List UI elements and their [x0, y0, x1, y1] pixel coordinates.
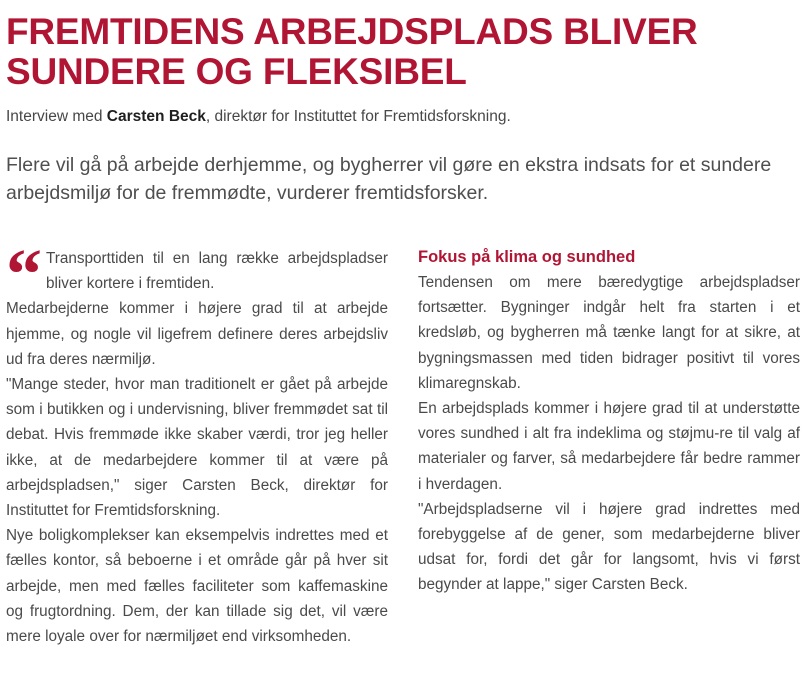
- paragraph: Tendensen om mere bæredygtige arbejdspladser fortsætter. Bygninger indgår helt fra starten i et kredsløb, og bygherren må tænke langt for at sikre, at bygningsmassen med tiden bidrager positivt til vores klimaregnskab.: [418, 274, 800, 392]
- right-column: [418, 246, 800, 649]
- page-title: FREMTIDENS ARBEJDSPLADS BLIVER SUNDERE OG FLEKSIBEL: [6, 11, 698, 92]
- pull-quote-paragraph: [6, 234, 388, 314]
- quote-mark-icon: “: [6, 234, 38, 314]
- byline-person-name: Carsten Beck: [106, 108, 206, 125]
- left-column: [6, 234, 388, 649]
- article-standfirst: Flere vil gå på arbejde derhjemme, og bygherrer vil gøre en ekstra indsats for et sundere arbejdsmiljø for de fremmødte, vurderer fremtidsforsker.: [6, 154, 772, 204]
- paragraph: En arbejdsplads kommer i højere grad til at understøtte vores sundhed i alt fra indeklima og støjmu-re til valg af materialer og farver, så medarbejdere får bedre rammer i hverdagen.: [418, 400, 800, 493]
- byline-prefix: Interview med: [6, 108, 107, 125]
- paragraph: "Mange steder, hvor man traditionelt er gået på arbejde som i butikken og i undervisning, bliver fremmødet sat til debat. Hvis fremmøde ikke skaber værdi, tror jeg heller ikke, at de medarbejdere kommer til at være på arbejdspladsen," siger Carsten Beck, direktør for Instituttet for Fremtidsforskning.: [6, 376, 388, 520]
- article-body-columns: [0, 234, 810, 649]
- pull-quote-text: Transporttiden til en lang række arbejdspladser bliver kortere i fremtiden.: [46, 250, 388, 293]
- byline-suffix: , direktør for Instituttet for Fremtidsforskning.: [205, 108, 511, 125]
- paragraph: Nye boligkomplekser kan eksempelvis indrettes med et fælles kontor, så beboerne i et område går på hver sit arbejde, men med fælles faciliteter som kaffemaskine og frugtordning. Dem, der kan tillade sig det, vil være mere loyale over for nærmiljøet end virksomheden.: [6, 527, 388, 646]
- paragraph: "Arbejdspladserne vil i højere grad indrettes med forebyggelse af de gener, som medarbejderne bliver udsat for, fordi det går for langsomt, hvis vi først begynder at lappe," siger Carsten Beck.: [418, 500, 800, 594]
- byline: [0, 92, 810, 127]
- paragraph: Medarbejderne kommer i højere grad til at arbejde hjemme, og nogle vil ligefrem definere deres arbejdsliv ud fra deres nærmiljø.: [6, 300, 388, 368]
- section-subheading: Fokus på klima og sundhed: [418, 248, 636, 266]
